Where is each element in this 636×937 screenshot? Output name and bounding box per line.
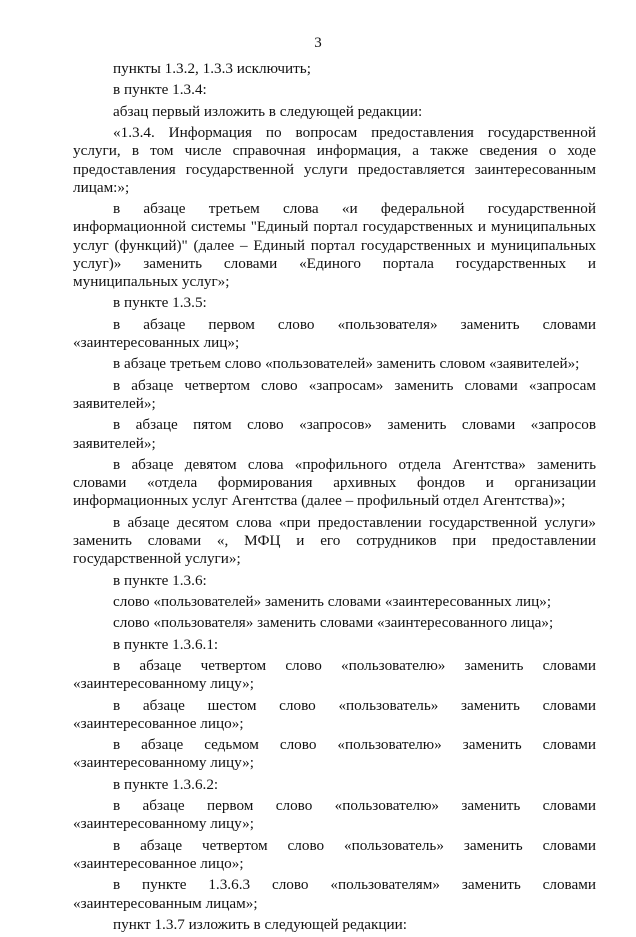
paragraph: в абзаце девятом слова «профильного отдела Агентства» заменить словами «отдела формирования архивных фондов и организации информационных услуг Агентства (далее – профильный отдел Агентства)»; <box>73 455 596 510</box>
paragraph: слово «пользователей» заменить словами «заинтересованных лиц»; <box>113 592 552 610</box>
paragraph: пункты 1.3.2, 1.3.3 исключить; <box>113 60 311 77</box>
paragraph: в абзаце четвертом слово «пользователь» заменить словами «заинтересованное лицо»; <box>73 836 596 873</box>
paragraph: в абзаце первом слово «пользователю» заменить словами «заинтересованному лицу»; <box>73 797 596 833</box>
paragraph: в пункте 1.3.6.2: <box>113 775 219 793</box>
paragraph: в пункте 1.3.6: <box>113 571 207 589</box>
paragraph: в пункте 1.3.4: <box>113 81 207 99</box>
paragraph: в абзаце четвертом слово «пользователю» заменить словами «заинтересованному лицу»; <box>73 657 596 693</box>
paragraph: в абзаце третьем слова «и федеральной государственной информационной системы "Единый портал государственных и муниципальных услуг (функций)" (далее – Единый портал государственных и муниципальных услуг)» заменить словами «Единого портала государственных и муниципальных услуг»; <box>73 200 596 290</box>
page-number: 3 <box>314 35 322 51</box>
paragraph: в абзаце десятом слова «при предоставлении государственной услуги» заменить словами «, МФЦ и его сотрудников при предоставлении государственной услуги»; <box>73 513 596 568</box>
paragraph: слово «пользователя» заменить словами «заинтересованного лица»; <box>113 614 554 632</box>
paragraph: абзац первый изложить в следующей редакции: <box>113 102 423 120</box>
paragraph: в абзаце первом слово «пользователя» заменить словами «заинтересованных лиц»; <box>73 315 596 351</box>
paragraph: «1.3.4. Информация по вопросам предоставления государственной услуги, в том числе справочная информация, а также сведения о ходе предоставления государственной услуги предоставляется заинтересованным лицам:»; <box>73 124 596 196</box>
paragraph: в абзаце шестом слово «пользователь» заменить словами «заинтересованное лицо»; <box>73 696 596 732</box>
document-body <box>73 60 596 937</box>
paragraph: в пункте 1.3.6.1: <box>113 635 219 653</box>
paragraph: в абзаце четвертом слово «запросам» заменить словами «запросам заявителей»; <box>73 376 596 412</box>
paragraph: в абзаце пятом слово «запросов» заменить словами «запросов заявителей»; <box>73 416 596 452</box>
paragraph: в пункте 1.3.6.3 слово «пользователям» заменить словами «заинтересованным лицам»; <box>73 876 596 912</box>
paragraph: в абзаце третьем слово «пользователей» заменить словом «заявителей»; <box>113 355 580 373</box>
paragraph: в абзаце седьмом слово «пользователю» заменить словами «заинтересованному лицу»; <box>73 736 596 772</box>
paragraph: в пункте 1.3.5: <box>113 294 207 312</box>
paragraph: пункт 1.3.7 изложить в следующей редакции: <box>113 916 407 934</box>
